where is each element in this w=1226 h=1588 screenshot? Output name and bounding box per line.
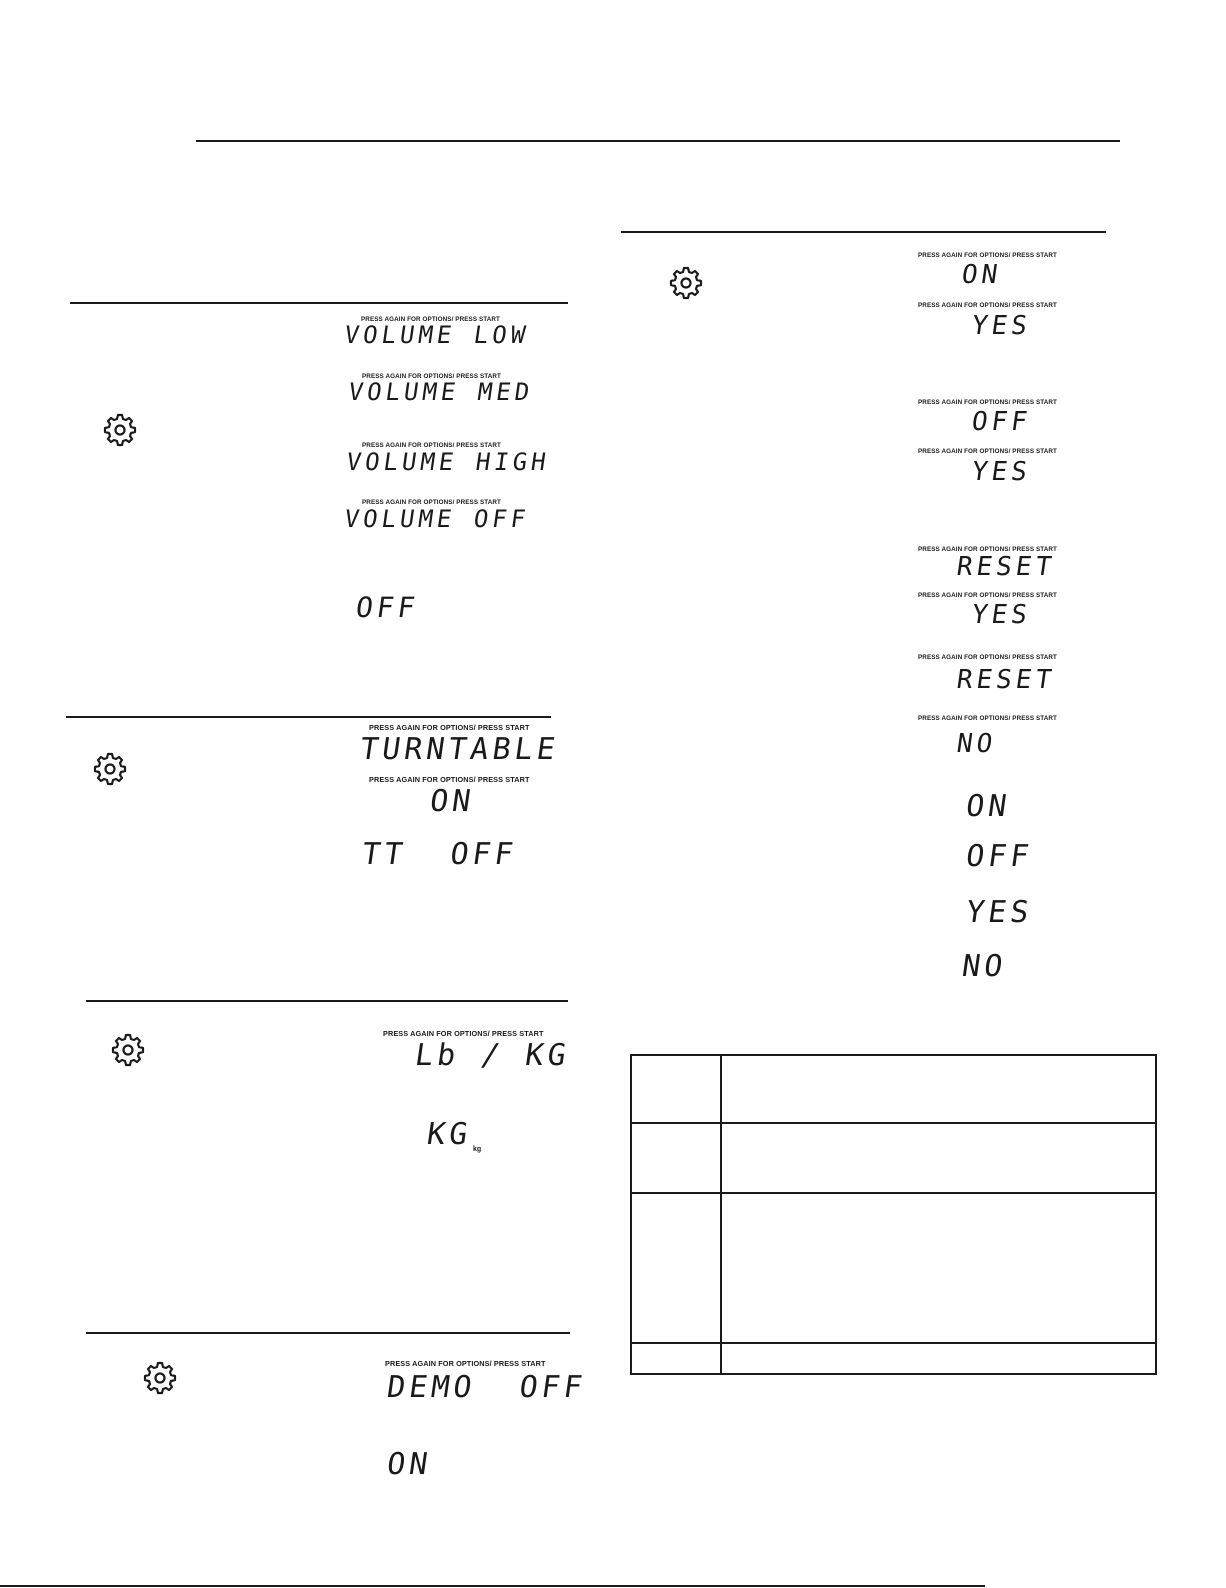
section-rule-turntable (66, 716, 551, 718)
press-start-label: PRESS AGAIN FOR OPTIONS/ PRESS START (369, 723, 530, 732)
display-volume-high: VOLUME HIGH (344, 448, 552, 476)
footer-rule (0, 1585, 985, 1587)
legend-yes: YES (963, 895, 1035, 930)
settings-table (630, 1054, 1157, 1375)
press-start-label: PRESS AGAIN FOR OPTIONS/ PRESS START (383, 1029, 544, 1038)
press-start-label: PRESS AGAIN FOR OPTIONS/ PRESS START (362, 373, 501, 380)
table-row-divider (632, 1342, 1155, 1344)
display-turntable: TURNTABLE (357, 732, 562, 767)
press-start-label: PRESS AGAIN FOR OPTIONS/ PRESS START (918, 252, 1057, 259)
press-start-label: PRESS AGAIN FOR OPTIONS/ PRESS START (918, 654, 1057, 661)
kg-unit-label: kg (473, 1146, 482, 1153)
press-start-label: PRESS AGAIN FOR OPTIONS/ PRESS START (361, 316, 500, 323)
press-start-label: PRESS AGAIN FOR OPTIONS/ PRESS START (918, 302, 1057, 309)
display-seq-on: ON (959, 260, 1004, 290)
press-start-label: PRESS AGAIN FOR OPTIONS/ PRESS START (918, 399, 1057, 406)
display-seq-yes: YES (969, 311, 1033, 341)
press-start-label: PRESS AGAIN FOR OPTIONS/ PRESS START (918, 715, 1057, 722)
legend-off: OFF (963, 839, 1035, 874)
gear-icon (142, 1360, 178, 1396)
press-start-label: PRESS AGAIN FOR OPTIONS/ PRESS START (918, 448, 1057, 455)
display-demo-on: ON (384, 1447, 434, 1482)
gear-icon (92, 751, 128, 787)
gear-icon (110, 1032, 146, 1068)
table-row-divider (632, 1122, 1155, 1124)
display-seq-off: OFF (969, 407, 1033, 437)
display-on: ON (427, 784, 477, 819)
section-rule-right (621, 231, 1106, 233)
gear-icon (102, 412, 138, 448)
display-off: OFF (353, 591, 421, 624)
table-row-divider (632, 1192, 1155, 1194)
press-start-label: PRESS AGAIN FOR OPTIONS/ PRESS START (385, 1359, 546, 1368)
legend-on: ON (963, 789, 1013, 824)
section-rule-demo (86, 1332, 570, 1334)
display-kg: KG (424, 1117, 474, 1152)
display-volume-off: VOLUME OFF (342, 505, 532, 533)
section-rule-sound (70, 302, 568, 304)
press-start-label: PRESS AGAIN FOR OPTIONS/ PRESS START (918, 546, 1057, 553)
display-tt-off: TT OFF (359, 837, 520, 872)
header-rule (196, 140, 1120, 142)
legend-no: NO (959, 949, 1009, 984)
display-volume-med: VOLUME MED (346, 378, 536, 406)
press-start-label: PRESS AGAIN FOR OPTIONS/ PRESS START (369, 775, 530, 784)
display-seq-no: NO (954, 729, 999, 759)
display-seq-reset: RESET (954, 552, 1058, 582)
gear-icon (668, 265, 704, 301)
press-start-label: PRESS AGAIN FOR OPTIONS/ PRESS START (362, 442, 501, 449)
table-column-divider (720, 1056, 722, 1373)
display-seq-yes: YES (969, 600, 1033, 630)
display-seq-reset: RESET (954, 665, 1058, 695)
display-volume-low: VOLUME LOW (342, 321, 532, 349)
display-demo-off: DEMO OFF (384, 1370, 589, 1405)
display-seq-yes: YES (969, 457, 1033, 487)
press-start-label: PRESS AGAIN FOR OPTIONS/ PRESS START (918, 592, 1057, 599)
display-lb-kg: Lb / KG (412, 1038, 573, 1073)
section-rule-weight (86, 1000, 568, 1002)
press-start-label: PRESS AGAIN FOR OPTIONS/ PRESS START (362, 499, 501, 506)
